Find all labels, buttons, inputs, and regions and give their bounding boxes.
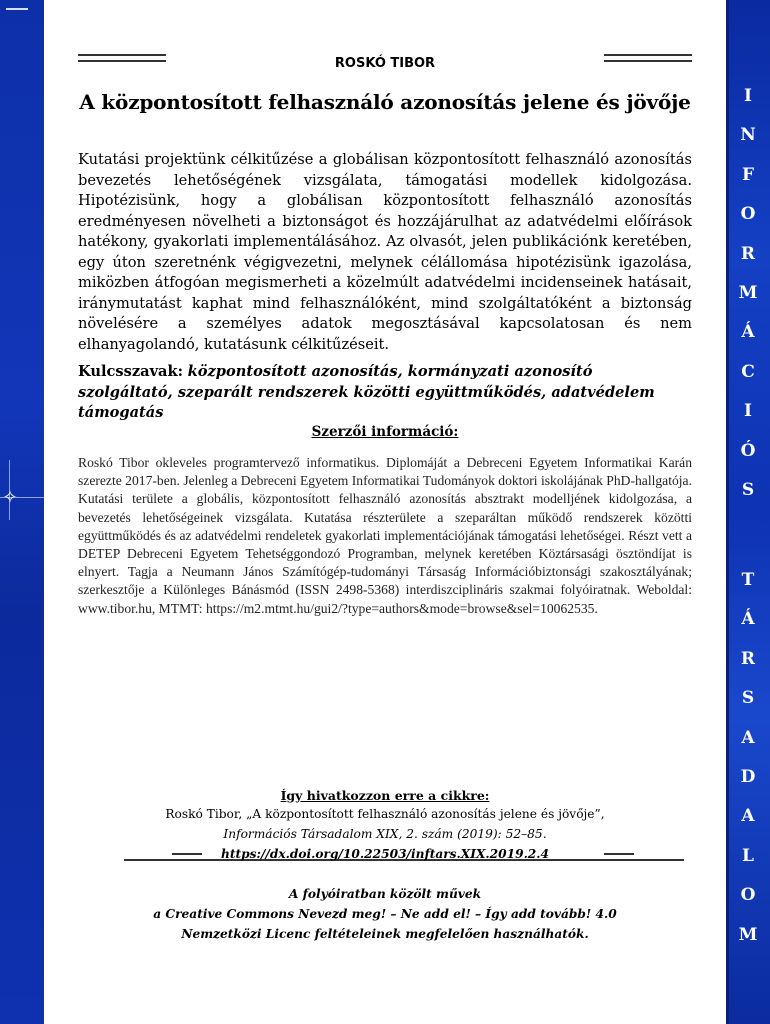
side-title-letter: Á <box>741 609 755 630</box>
author-header <box>78 54 692 74</box>
author-bio: Roskó Tibor okleveles programtervező informatikus. Diplomáját a Debreceni Egyetem Informatikai Karán szerezte 2017-ben. Jelenleg a Debreceni Egyetem Informatikai Tudományok doktori iskolájának PhD-hallgatója. Kutatási területe a globális, központosított felhasználó azonosítás absztrakt modelljének kidolgozása, a bevezetés lehetőségeinek vizsgálata. Kutatása részterülete a szeparáltan működő rendszerek közötti együttműködés és az adatvédelmi rendeletek gyakorlati implementációjának támogatási lehetőségei. Részt vett a DETEP Debreceni Egyetem Tehetséggondozó Programban, melynek keretében Köztársasági ösztöndíjat is elnyert. Tagja a Neumann János Számítógép-tudományi Társaság Információbiztonsági szakosztályának; szerkesztője a Különleges Bánásmód (ISSN 2498-5368) interdiszciplináris szakmai folyóiratnak. Weboldal: www.tibor.hu, MTMT: https://m2.mtmt.hu/gui2/?type=authors&mode=browse&sel=10062535. <box>78 455 692 616</box>
side-title-letter: A <box>741 727 755 748</box>
side-title-letter: S <box>741 688 755 709</box>
corner-tick <box>6 8 28 10</box>
citation-heading: Így hivatkozzon erre a cikkre: <box>280 788 490 803</box>
side-title-letter: T <box>741 570 755 590</box>
side-title-letter: S <box>741 480 755 500</box>
side-title-letter: A <box>741 806 755 827</box>
keywords-block <box>78 362 692 424</box>
header-rule-right <box>604 54 692 66</box>
side-title-letter: Á <box>741 322 755 343</box>
license-line-3: Nemzetközi Licenc feltételeinek megfelelően használhatók. <box>181 927 589 941</box>
side-title-letter: M <box>738 924 758 945</box>
right-blue-band <box>726 0 770 1024</box>
side-title-letter: M <box>738 283 758 303</box>
side-title-letter: R <box>740 648 756 669</box>
side-title-letter: O <box>740 885 756 906</box>
article-title: A központosított felhasználó azonosítás jelene és jövője <box>79 90 691 114</box>
side-title-letter: C <box>741 361 755 382</box>
side-title-letter: Ó <box>740 440 756 461</box>
side-title-letter: F <box>741 164 755 185</box>
side-title-letter: N <box>740 125 756 146</box>
citation-line-journal: Információs Társadalom XIX, 2. szám (2019): 52–85. <box>223 827 547 841</box>
side-title-letter: L <box>742 845 754 866</box>
side-title-letter: R <box>740 243 756 264</box>
abstract-text: Kutatási projektünk célkitűzése a globálisan központosított felhasználó azonosítás bevezetés lehetőségének vizsgálata, támogatási modellek kidolgozása. Hipotézisünk, hogy a globálisan központosított felhasználó azonosítás eredményesen növelheti a biztonságot és hozzájárulhat az adatvédelmi előírások hatékony, gyakorlati implementálásához. Az olvasót, jelen publikációnk keretében, egy úton szeretnénk végigvezetni, melynek célállomása hipotézisünk igazolása, miközben átfogóan megismerheti a közelmúlt adatvédelmi incidenseinek hatásait, iránymutatást kaphat mind felhasználóként, mind szolgáltatóként a biztonság növelésére a személyes adatok megosztásával kapcsolatosan és nem elhanyagolandó, kutatásunk célkitűzéseit. <box>78 151 692 353</box>
side-title-letter: I <box>744 401 752 422</box>
license-notice <box>78 884 692 944</box>
side-title-letter: I <box>744 86 752 106</box>
left-blue-band <box>0 0 44 1024</box>
author-info-heading: Szerzői információ: <box>311 424 459 440</box>
keywords-label: Kulcsszavak: <box>78 363 184 380</box>
citation-doi-link[interactable]: https://dx.doi.org/10.22503/inftars.XIX.2019.2.4 <box>220 847 550 861</box>
license-line-1: A folyóiratban közölt művek <box>288 887 482 901</box>
author-name: ROSKÓ TIBOR <box>334 56 436 71</box>
keywords-text: központosított azonosítás, kormányzati azonosító szolgáltató, szeparált rendszerek közötti együttműködés, adatvédelem támogatás <box>78 363 655 421</box>
license-line-2: a Creative Commons Nevezd meg! – Ne add el! – Így add tovább! 4.0 <box>153 907 617 921</box>
citation-line-author-title: Roskó Tibor, „A központosított felhasználó azonosítás jelene és jövője”, <box>165 807 605 821</box>
crosshair-icon: ✧ <box>2 487 18 508</box>
side-title-letter: O <box>740 204 756 225</box>
side-title-letter: D <box>740 767 756 787</box>
